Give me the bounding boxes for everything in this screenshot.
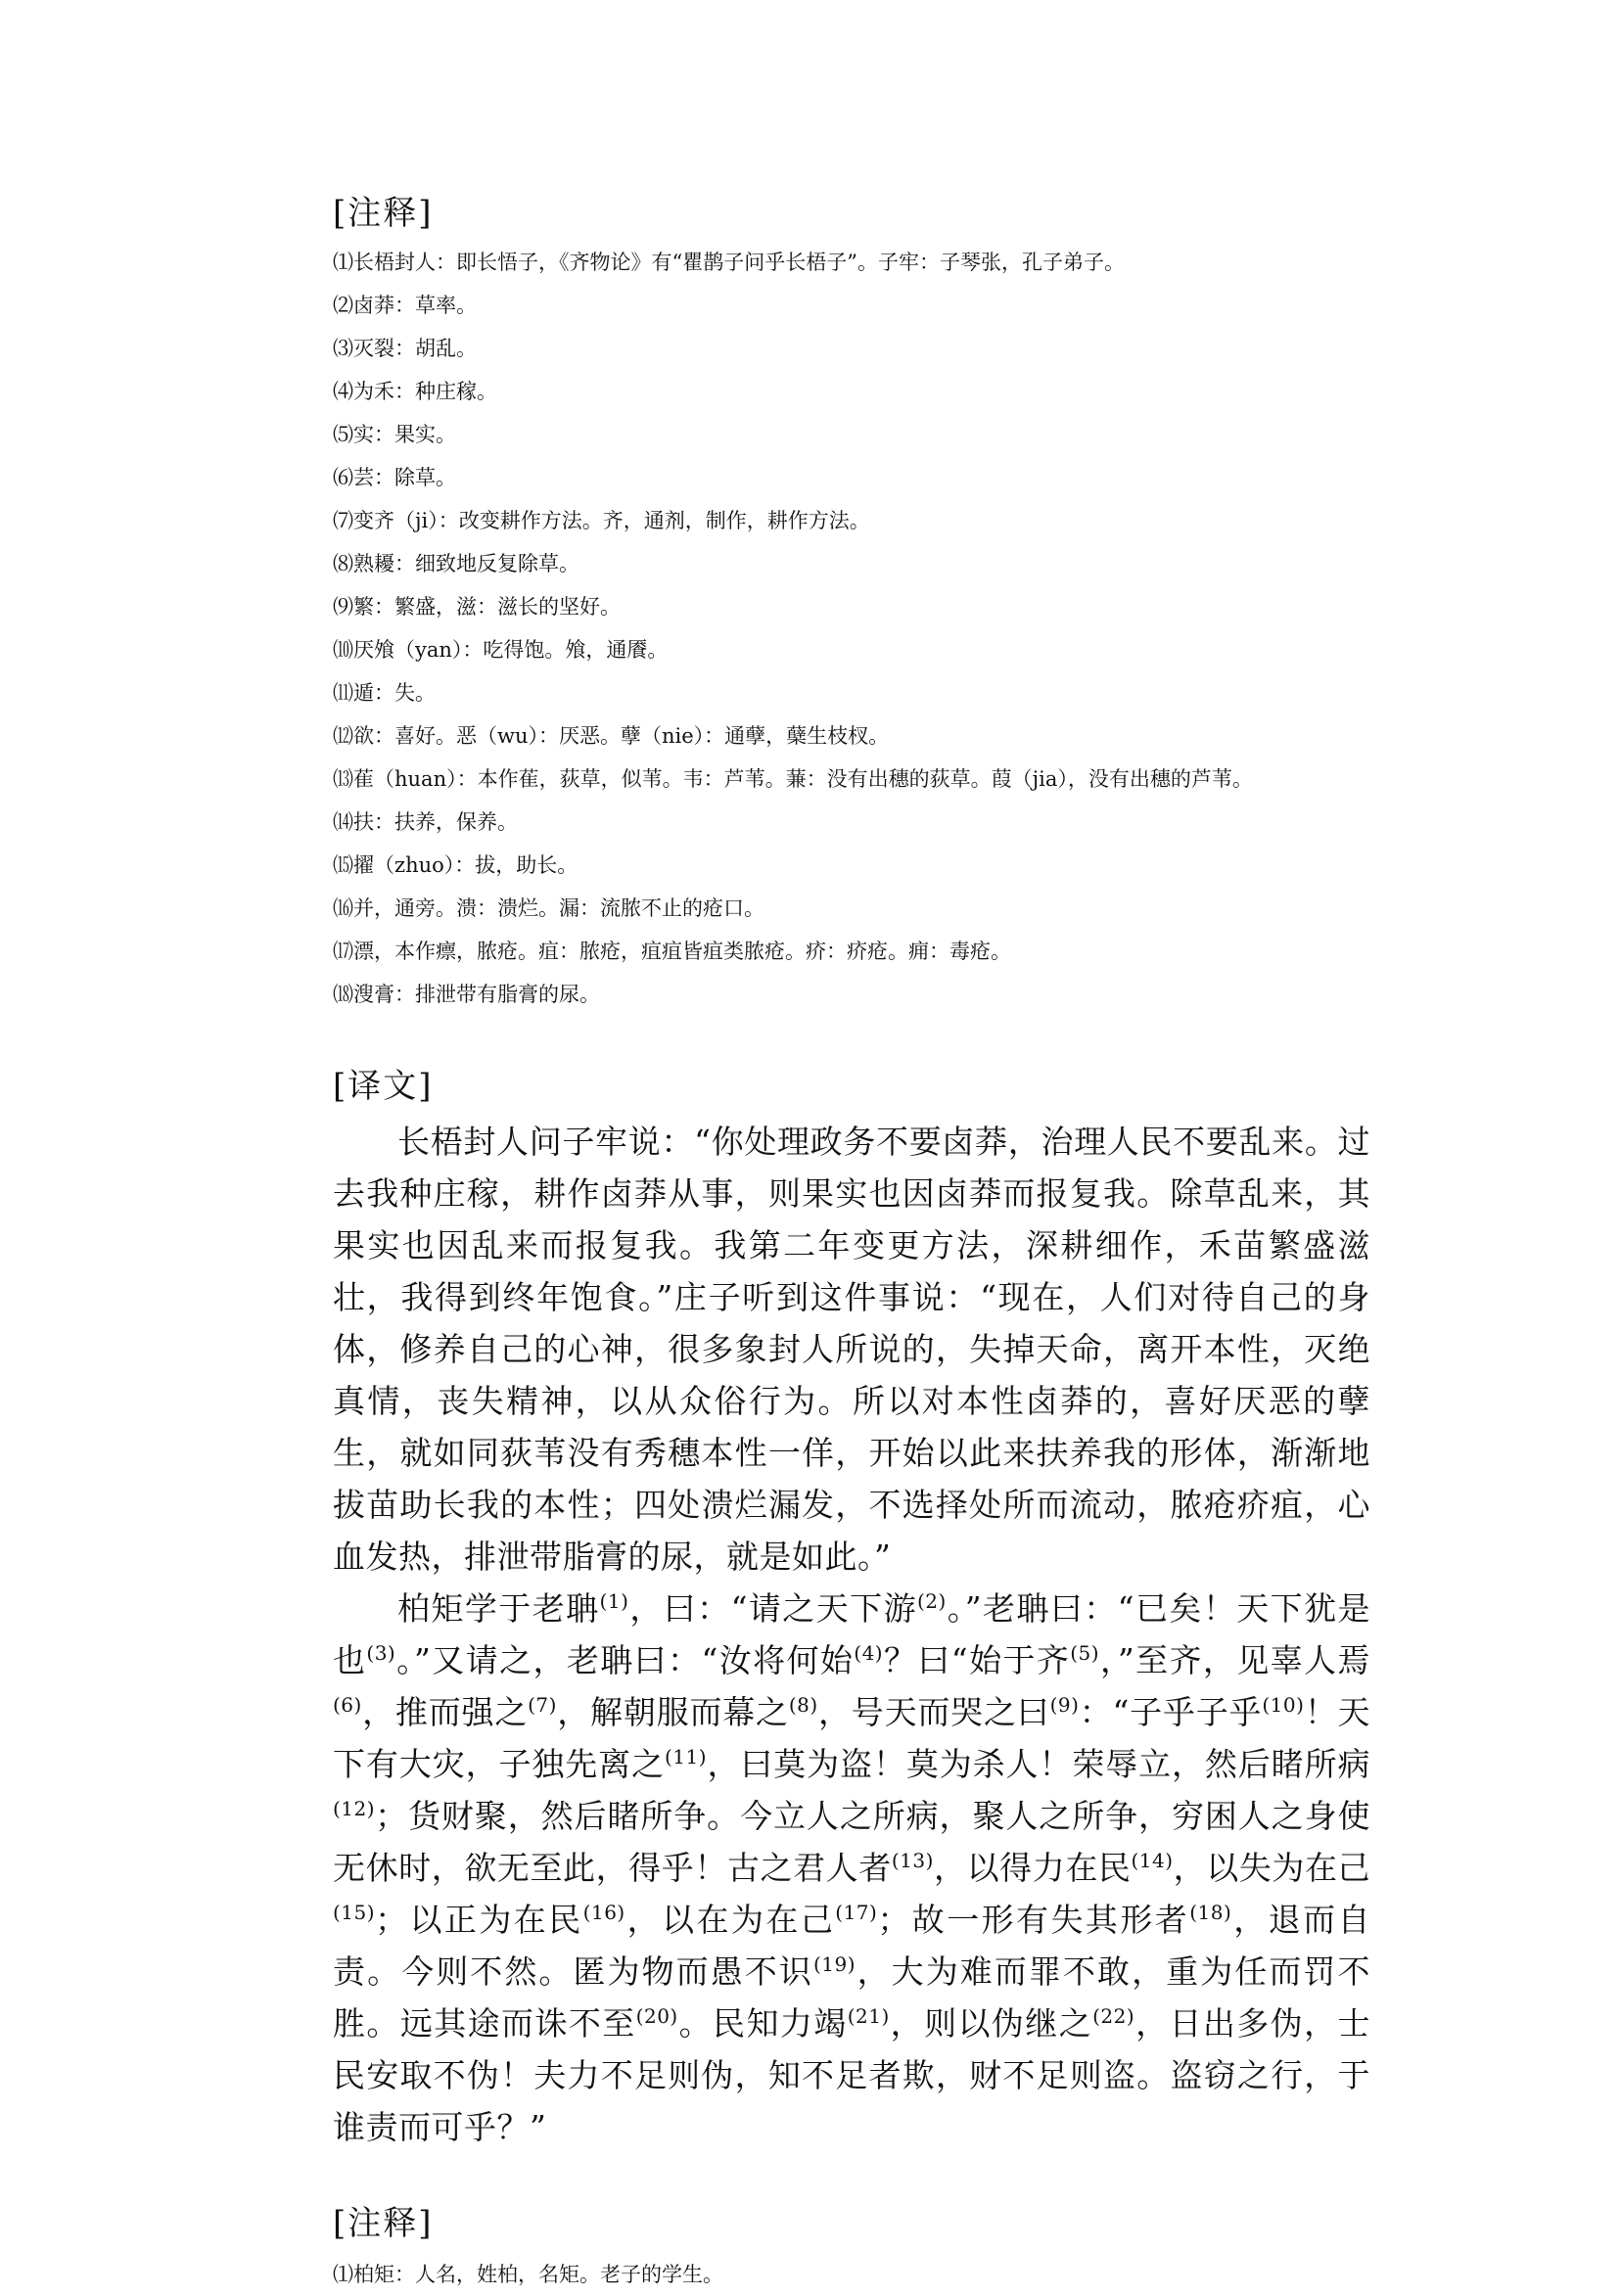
notes-list (333, 241, 1370, 1016)
text-segment: ，日出多伪，士民安取不伪！夫力不足则伪，知不足者欺，财不足则盗。盗窃之行，于谁责而可乎？” (333, 2004, 1371, 2146)
text-segment: ，”至齐，见辜人焉 (1099, 1641, 1371, 1679)
text-segment: ；故一形有失其形者 (877, 1901, 1190, 1939)
text-segment: ；货财聚，然后睹所争。今立人之所病，聚人之所争，穷困人之身使无休时，欲无至此，得乎！古之君人者 (333, 1797, 1370, 1887)
footnote-marker: (18) (1189, 1901, 1232, 1924)
notes-heading-2: [注释] (333, 2204, 434, 2243)
note-item: ⑺变齐（ji）：改变耕作方法。齐，通剂，制作，耕作方法。 (333, 509, 870, 532)
note-item: ⑷为禾：种庄稼。 (333, 380, 497, 403)
footnote-marker: (13) (891, 1849, 934, 1872)
translation-heading: [译文] (333, 1067, 434, 1106)
footnote-marker: (14) (1131, 1849, 1174, 1872)
footnote-marker: (10) (1262, 1693, 1305, 1717)
note-item: ⒁扶：扶养，保养。 (333, 810, 518, 834)
text-segment: ，解朝服而幕之 (556, 1693, 789, 1731)
note-item: ⑽厌飧（yan）：吃得饱。飧，通餍。 (333, 638, 669, 662)
footnote-marker: (9) (1049, 1693, 1080, 1717)
footnote-marker: (19) (812, 1952, 856, 1976)
note-item: ⑴柏矩：人名，姓柏，名矩。老子的学生。 (333, 2263, 723, 2286)
text-segment: ，大为难而罪不敢，重为任而罚不胜。远其途而诛不至 (333, 1952, 1371, 2043)
footnote-marker: (16) (582, 1901, 625, 1924)
footnote-marker: (1) (599, 1589, 629, 1613)
text-segment: ，曰莫为盗！莫为杀人！荣辱立，然后睹所病 (707, 1745, 1371, 1783)
footnote-marker: (11) (664, 1745, 708, 1768)
note-item: ⒅溲膏：排泄带有脂膏的尿。 (333, 983, 600, 1006)
footnote-marker: (12) (333, 1797, 376, 1820)
text-segment: 柏矩学于老聃 (397, 1589, 600, 1628)
original-text-paragraph (333, 1583, 1370, 2153)
text-segment: ，曰：“请之天下游 (628, 1589, 917, 1628)
section-gap (333, 2153, 1370, 2202)
footnote-marker: (22) (1092, 2004, 1135, 2028)
footnote-marker: (6) (333, 1693, 362, 1717)
notes-list-2 (333, 2253, 1370, 2296)
note-item: ⑴长梧封人：即长悟子，《齐物论》有“瞿鹊子问乎长梧子”。子牢：子琴张，孔子弟子。 (333, 251, 1125, 274)
note-item: ⑾遁：失。 (333, 681, 436, 705)
text-segment: ？曰“始于齐 (883, 1641, 1071, 1679)
note-item: ⒄漂，本作瘭，脓疮。疽：脓疮，疽疽皆疽类脓疮。疥：疥疮。痈：毒疮。 (333, 940, 1011, 963)
footnote-marker: (7) (528, 1693, 557, 1717)
note-item: ⒃并，通旁。溃：溃烂。漏：流脓不止的疮口。 (333, 896, 764, 920)
text-segment: ，以得力在民 (933, 1849, 1132, 1887)
note-item: ⒀萑（huan）：本作萑，荻草，似苇。韦：芦苇。蒹：没有出穗的荻草。葭（jia），没有出穗的芦苇。 (333, 767, 1253, 791)
footnote-marker: (17) (835, 1901, 878, 1924)
note-item: ⑸实：果实。 (333, 423, 456, 446)
footnote-marker: (5) (1070, 1641, 1100, 1665)
text-segment: ，则以伪继之 (889, 2004, 1093, 2043)
footnote-marker: (8) (788, 1693, 818, 1717)
text-segment: ，退而自责。今则不然。匿为物而愚不识 (333, 1901, 1371, 1991)
note-item: ⑶灭裂：胡乱。 (333, 337, 477, 360)
text-segment: 。”又请之，老聃曰：“汝将何始 (395, 1641, 855, 1679)
note-item: ⒂擢（zhuo）：拔，助长。 (333, 853, 579, 877)
text-segment: 。”老聃曰：“已矣！天下犹是也 (333, 1589, 1371, 1679)
note-item: ⑹芸：除草。 (333, 466, 456, 489)
text-segment: 。民知力竭 (677, 2004, 848, 2043)
note-item: ⑵卤莽：草率。 (333, 294, 477, 317)
note-item: ⑿欲：喜好。恶（wu）：厌恶。孽（nie）：通孽，蘖生枝杈。 (333, 724, 890, 748)
footnote-marker: (20) (635, 2004, 678, 2028)
text-segment: ，推而强之 (361, 1693, 529, 1731)
notes-heading: [注释] (333, 194, 434, 233)
text-segment: ，以失为在己 (1173, 1849, 1371, 1887)
text-segment: ！天下有大灾，子独先离之 (333, 1693, 1371, 1783)
note-item: ⑻熟耰：细致地反复除草。 (333, 552, 579, 575)
footnote-marker: (4) (854, 1641, 884, 1665)
footnote-marker: (21) (847, 2004, 890, 2028)
footnote-marker: (3) (366, 1641, 396, 1665)
document-page (333, 192, 1370, 2296)
text-segment: ；以正为在民 (375, 1901, 583, 1939)
translation-paragraph: 长梧封人问子牢说：“你处理政务不要卤莽，治理人民不要乱来。过去我种庄稼，耕作卤莽从事，则果实也因卤莽而报复我。除草乱来，其果实也因乱来而报复我。我第二年变更方法，深耕细作，禾苗繁盛滋壮，我得到终年饱食。”庄子听到这件事说：“现在，人们对待自己的身体，修养自己的心神，很多象封人所说的，失掉天命，离开本性，灭绝真情，丧失精神，以从众俗行为。所以对本性卤莽的，喜好厌恶的孽生，就如同荻苇没有秀穗本性一佯，开始以此来扶养我的形体，渐渐地拔苗助长我的本性；四处溃烂漏发，不选择处所而流动，脓疮疥疽，心血发热，排泄带脂膏的尿，就是如此。” (333, 1123, 1370, 1576)
section-gap (333, 1016, 1370, 1065)
text-segment: ，号天而哭之曰 (817, 1693, 1050, 1731)
footnote-marker: (2) (917, 1589, 947, 1613)
footnote-marker: (15) (333, 1901, 376, 1924)
text-segment: ，以在为在己 (625, 1901, 836, 1939)
note-item: ⑼繁：繁盛，滋：滋长的坚好。 (333, 595, 621, 619)
text-segment: ：“子乎子乎 (1079, 1693, 1263, 1731)
